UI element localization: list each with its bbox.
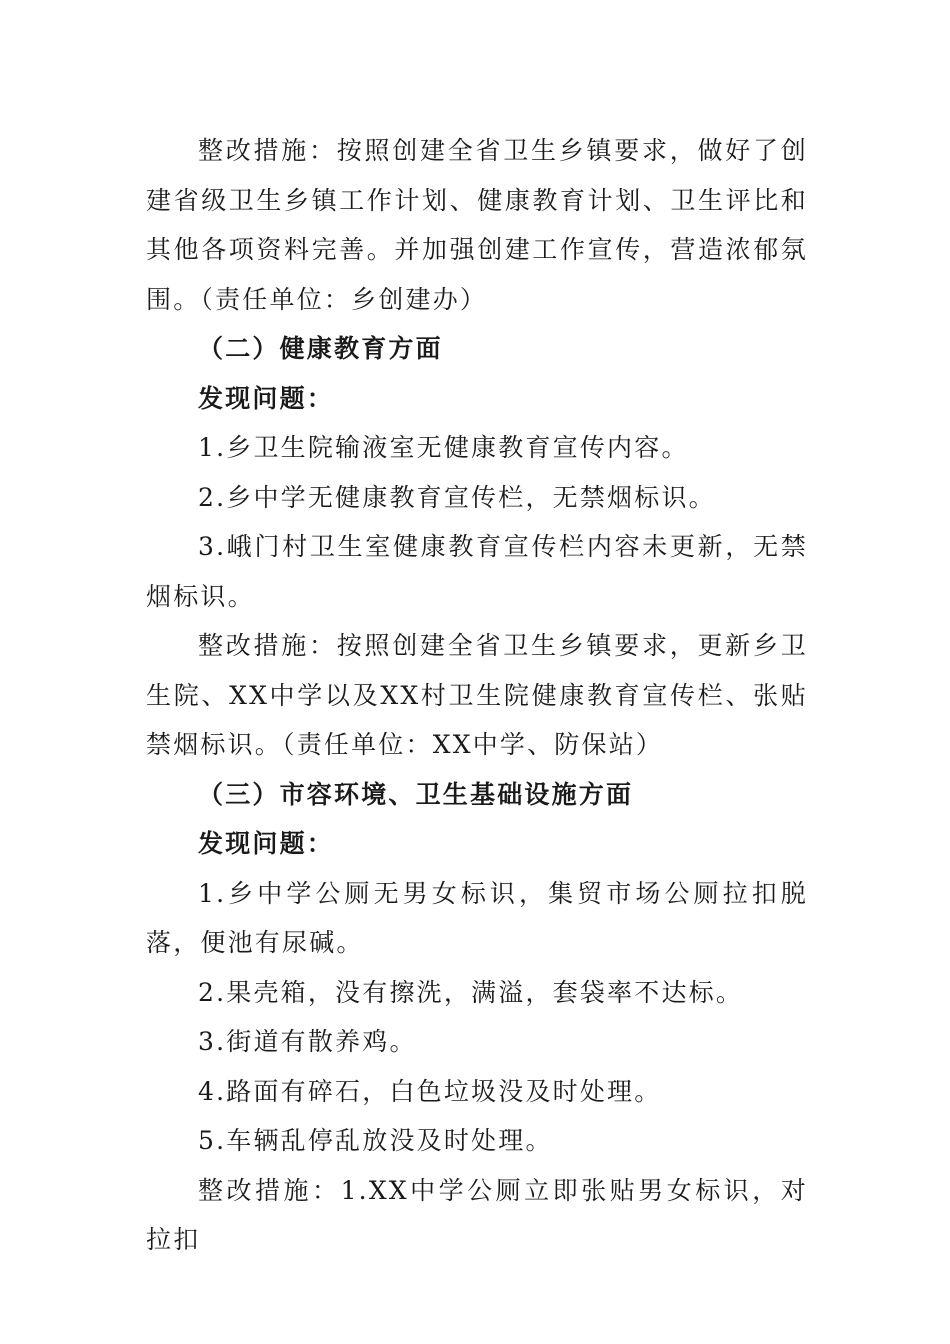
problems-found-label-2: 发现问题： <box>198 829 335 858</box>
problem-item: 4.路面有碎石，白色垃圾没及时处理。 <box>198 1076 662 1106</box>
problem-item: 5.车辆乱停乱放没及时处理。 <box>198 1126 553 1155</box>
problem-item: 1.乡中学公厕无男女标识，集贸市场公厕拉扣脱落，便池有尿碱。 <box>146 878 808 957</box>
rectification-measures-paragraph-2: 整改措施：按照创建全省卫生乡镇要求，更新乡卫生院、XX中学以及XX村卫生院健康教育宣传栏、张贴禁烟标识。（责任单位：XX中学、防保站） <box>146 631 808 759</box>
section-heading-city-environment: （三）市容环境、卫生基础设施方面 <box>198 779 634 809</box>
problem-item: 3.街道有散养鸡。 <box>198 1027 417 1056</box>
problem-item: 3.峨门村卫生室健康教育宣传栏内容未更新，无禁烟标识。 <box>146 532 808 611</box>
rectification-measures-paragraph-1: 整改措施：按照创建全省卫生乡镇要求，做好了创建省级卫生乡镇工作计划、健康教育计划、卫生评比和其他各项资料完善。并加强创建工作宣传，营造浓郁氛围。（责任单位：乡创建办） <box>146 136 808 314</box>
problem-item: 2.乡中学无健康教育宣传栏，无禁烟标识。 <box>198 482 716 512</box>
problem-item: 1.乡卫生院输液室无健康教育宣传内容。 <box>198 433 689 462</box>
rectification-measures-paragraph-3: 整改措施：1.XX中学公厕立即张贴男女标识，对拉扣 <box>146 1175 808 1254</box>
document-body <box>146 126 808 1265</box>
problem-item: 2.果壳箱，没有擦洗，满溢，套袋率不达标。 <box>198 977 744 1007</box>
section-heading-health-education: （二）健康教育方面 <box>198 334 443 363</box>
problems-found-label-1: 发现问题： <box>198 383 335 413</box>
